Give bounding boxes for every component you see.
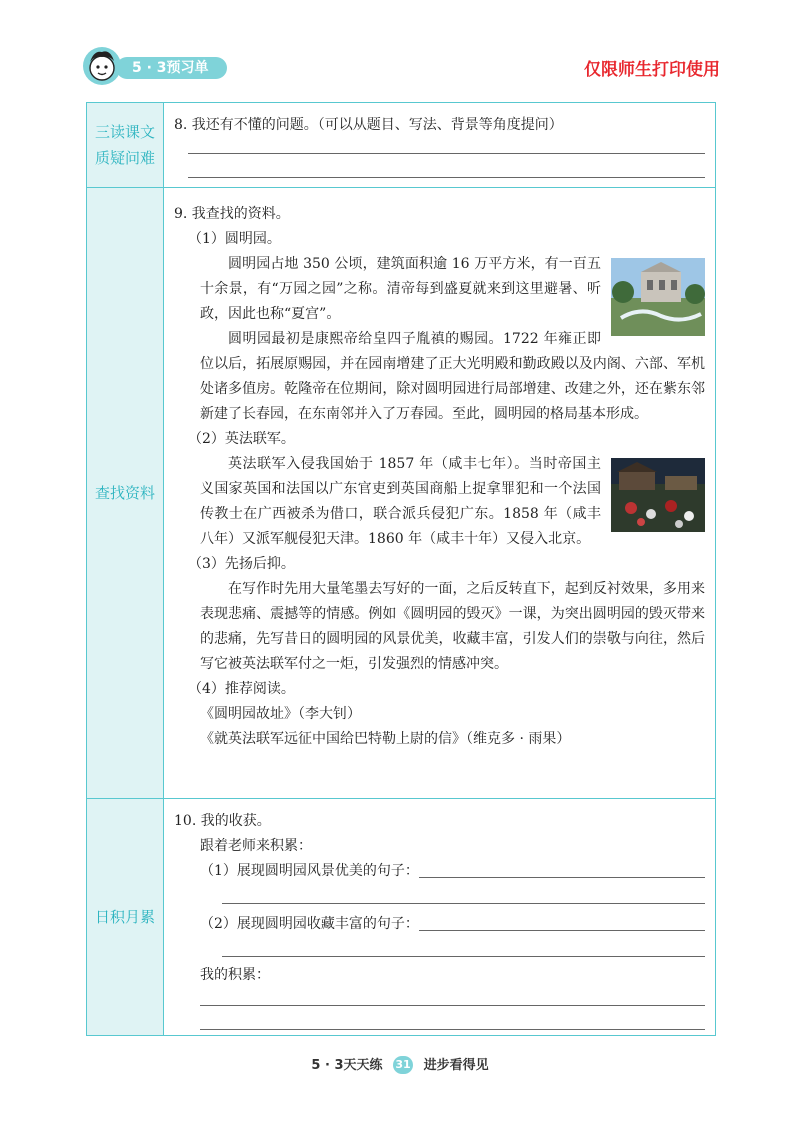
questions-content (164, 103, 715, 187)
row-questions (87, 103, 715, 188)
footer-brand: 5 · 3天天练 (311, 1058, 383, 1073)
item-title-anglo-french: （2）英法联军。 (188, 431, 295, 447)
answer-line[interactable] (188, 176, 705, 178)
item-title-reading: （4）推荐阅读。 (188, 681, 295, 697)
question-9: 9. 我查找的资料。 (174, 206, 290, 222)
materials-content (164, 188, 715, 798)
paragraph: 圆明园最初是康熙帝给皇四子胤禛的赐园。1722 年雍正即位以后，拓展原赐园，并在园南增建了正大光明殿和勤政殿以及内阁、六部、军机处诸多值房。乾隆帝在位期间，除对圆明园进行局部增建、改建之外，还在紫东邻新建了长春园，在东南邻并入了万春园。至此，圆明园的格局基本形成。 (200, 331, 705, 422)
book-title: 《圆明园故址》（李大钊） (200, 706, 361, 722)
page-header (80, 46, 720, 86)
question-10: 10. 我的收获。 (174, 813, 271, 829)
fill-collection (174, 912, 705, 937)
answer-line[interactable] (419, 929, 705, 931)
my-accumulation: 我的积累： (200, 967, 270, 983)
item-title-contrast: （3）先扬后抑。 (188, 556, 295, 572)
row-accumulation (87, 799, 715, 1035)
yuanmingyuan-photo (611, 258, 705, 336)
accumulation-content (164, 799, 715, 1035)
label-line-1: 三读课文 (94, 123, 155, 141)
page-number: 31 (393, 1056, 413, 1074)
answer-line[interactable] (419, 876, 705, 878)
book-title: 《就英法联军远征中国给巴特勒上尉的信》（维克多 · 雨果） (200, 731, 571, 747)
question-8: 8. 我还有不懂的问题。（可以从题目、写法、背景等角度提问） (174, 117, 563, 133)
worksheet-table (86, 102, 716, 1036)
footer-slogan: 进步看得见 (423, 1058, 489, 1073)
section-badge: 5 · 3预习单 (116, 57, 227, 79)
follow-teacher: 跟着老师来积累： (200, 838, 312, 854)
section-label-questions (87, 103, 164, 187)
label-line-2: 质疑问难 (94, 149, 155, 167)
prompt-scenery: （1）展现圆明园风景优美的句子： (200, 863, 419, 879)
item-body-anglo-french (174, 452, 705, 552)
page-footer (0, 1054, 800, 1074)
prompt-collection: （2）展现圆明园收藏丰富的句子： (200, 916, 419, 932)
fill-scenery (174, 859, 705, 884)
paragraph: 圆明园占地 350 公顷，建筑面积逾 16 万平方米，有一百五十余景，有“万园之园”之称。清帝每到盛夏就来到这里避暑、听政，因此也称“夏宫”。 (200, 256, 601, 322)
row-materials (87, 188, 715, 799)
section-label-accumulation: 日积月累 (87, 799, 164, 1035)
item-title-yuanmingyuan: （1）圆明园。 (188, 231, 281, 247)
print-notice: 仅限师生打印使用 (584, 60, 720, 80)
item-body-yuanmingyuan (174, 252, 705, 427)
item-body-contrast (174, 577, 705, 677)
section-label-materials: 查找资料 (87, 188, 164, 798)
paragraph: 英法联军入侵我国始于 1857 年（咸丰七年）。当时帝国主义国家英国和法国以广东官吏到英国商船上捉拿罪犯和一个法国传教士在广西被杀为借口，联合派兵侵犯广东。1858 年（咸丰八年）又派军舰侵犯天津。1860 年（咸丰十年）又侵入北京。 (200, 456, 601, 547)
paragraph: 在写作时先用大量笔墨去写好的一面，之后反转直下，起到反衬效果，多用来表现悲痛、震撼等的情感。例如《圆明园的毁灭》一课，为突出圆明园的毁灭带来的悲痛，先写昔日的圆明园的风景优美，收藏丰富，引发人们的崇敬与向往，然后写它被英法联军付之一炬，引发强烈的情感冲突。 (200, 581, 705, 672)
answer-line[interactable] (200, 1028, 705, 1030)
battle-painting (611, 458, 705, 532)
